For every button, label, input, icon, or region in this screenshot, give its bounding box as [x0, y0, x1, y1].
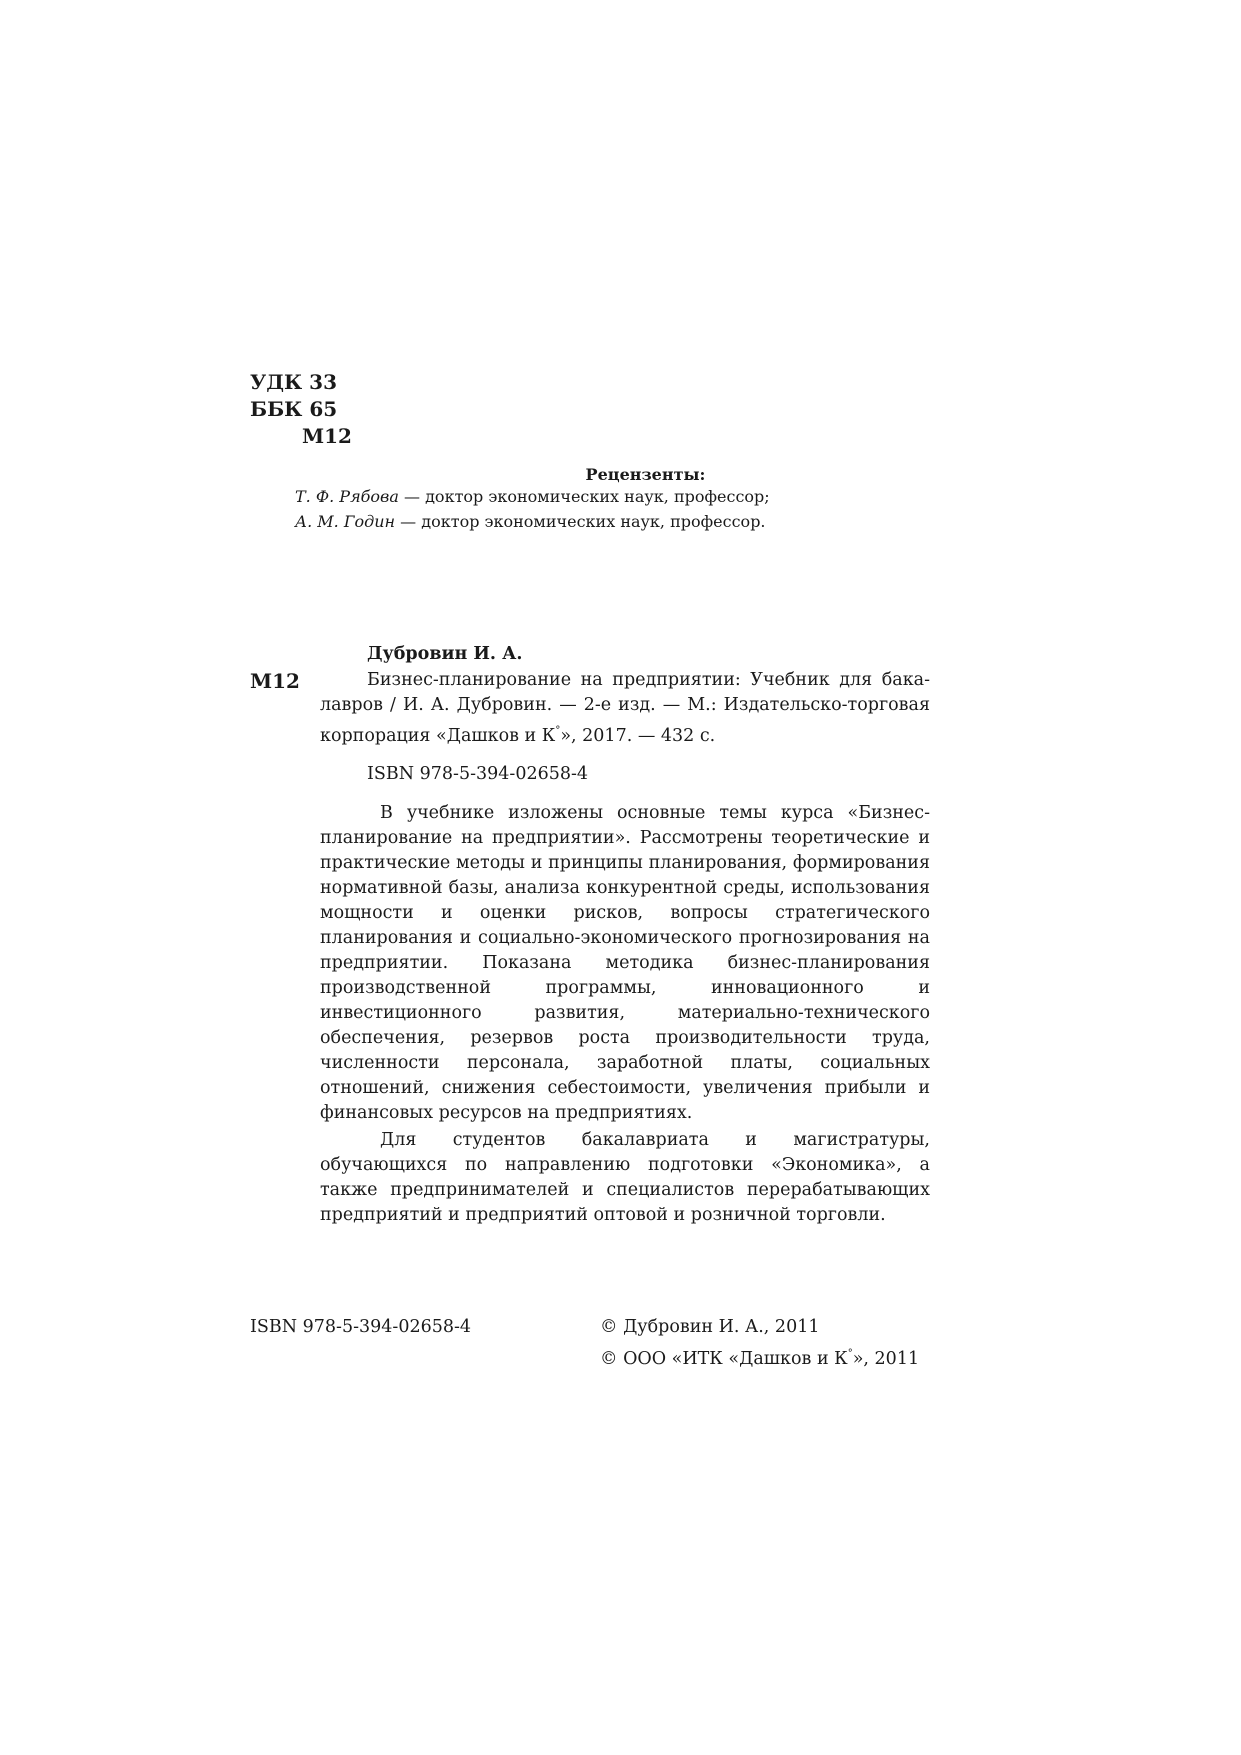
entry-author-sign: М12 — [250, 669, 300, 693]
entry-line: лавров / И. А. Дубровин. — 2-е изд. — М.: Издательско-торговая — [320, 695, 930, 715]
copyright-sup: ° — [847, 1348, 853, 1359]
annotation-paragraph: В учебнике изложены основные темы курса «Бизнес-планирование на предприятии». Рассмотрены теоретические и практические методы и принципы планирования, формирования нормативной базы, анализа конкурентной среды, использования мощности и оценки рисков, вопросы стратегического планирования и социально-экономического прогнозирования на предприятии. Показана методика бизнес-планирования производственной программы, инновационного и инвестиционного развития, материально-технического обеспечения, резервов роста производительности труда, численности персонала, заработной платы, социальных отношений, снижения себестоимости, увеличения прибыли и финансовых ресурсов на предприятиях. — [320, 803, 930, 1123]
author-sign-code: М12 — [302, 424, 352, 448]
reviewer-name: Т. Ф. Рябова — [295, 487, 399, 506]
copyright-author: © Дубровин И. А., 2011 — [600, 1317, 820, 1337]
copyright-text: © ООО «ИТК «Дашков и К — [600, 1349, 848, 1369]
reviewer-credentials: — доктор экономических наук, профессор; — [398, 487, 770, 506]
annotation-audience: Для студентов бакалавриата и магистратуры, обучающихся по направлению подготовки «Экономика», а также предпринимателей и специалистов перерабатывающих предприятий и предприятий оптовой и розничной торговли. — [320, 1130, 930, 1225]
reviewers-heading: Рецензенты: — [585, 465, 706, 484]
entry-text: », 2017. — 432 с. — [560, 726, 716, 746]
reviewer-line — [295, 512, 766, 532]
reviewer-credentials: — доктор экономических наук, профессор. — [395, 512, 766, 531]
bbk-code: ББК 65 — [250, 397, 338, 421]
book-author: Дубровин И. А. — [367, 644, 523, 664]
entry-line: Бизнес-планирование на предприятии: Учебник для бака- — [367, 670, 930, 690]
entry-line — [320, 718, 930, 749]
udk-code: УДК 33 — [250, 370, 338, 394]
copyright-text: », 2011 — [852, 1349, 920, 1369]
footer-isbn: ISBN 978-5-394-02658-4 — [250, 1317, 472, 1337]
bibliographic-entry — [320, 668, 930, 749]
reviewer-name: А. М. Годин — [295, 512, 396, 531]
entry-isbn: ISBN 978-5-394-02658-4 — [367, 764, 589, 784]
entry-text: корпорация «Дашков и К — [320, 726, 556, 746]
reviewer-line — [295, 487, 770, 507]
entry-sup: ° — [555, 725, 561, 736]
copyright-publisher — [600, 1341, 919, 1372]
